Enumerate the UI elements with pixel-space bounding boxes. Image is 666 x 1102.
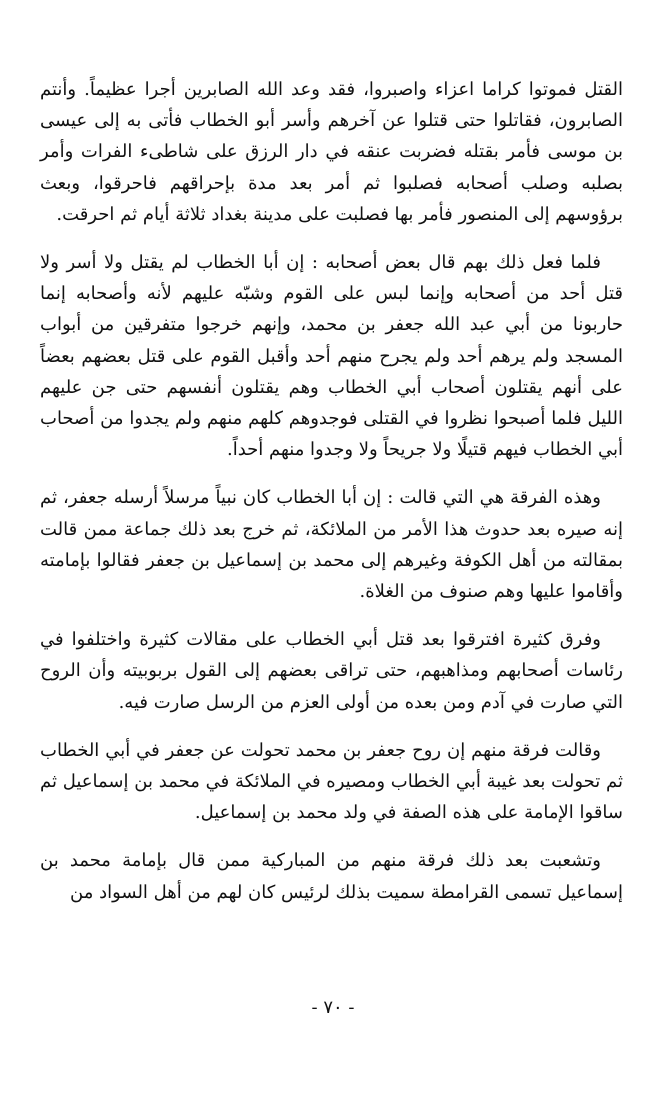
paragraph-6 [40,845,623,907]
paragraph-5-text: وقالت فرقة منهم إن روح جعفر بن محمد تحولت عن جعفر في أبي الخطاب ثم تحولت بعد غيبة أبي الخطاب ومصيره في الملائكة في محمد بن إسماعيل ثم ساقوا الإمامة على هذه الصفة في ولد محمد بن إسماعيل. [40,739,623,824]
page-body [40,74,623,908]
page-number: - ٧٠ - [311,997,355,1018]
paragraph-1-text: القتل فموتوا كراما اعزاء واصبروا، فقد وعد الله الصابرين أجرا عظيماً. وأنتم الصابرون، فقاتلوا حتى قتلوا عن آخرهم وأسر أبو الخطاب فأتى به إلى عيسى بن موسى فأمر بقتله فضربت عنقه في دار الرزق على شاطىء الفرات وأمر بصلبه وصلب أصحابه فصلبوا ثم أمر بعد مدة بإحراقهم فاحرقوا، وبعث برؤوسهم إلى المنصور فأمر بها فصلبت على مدينة بغداد ثلاثة أيام ثم احرقت. [40,79,623,225]
paragraph-4 [40,624,623,718]
paragraph-5 [40,735,623,829]
paragraph-1 [40,74,623,230]
paragraph-6-text: وتشعبت بعد ذلك فرقة منهم من المباركية ممن قال بإمامة محمد بن إسماعيل تسمى القرامطة سميت بذلك لرئيس كان لهم من أهل السواد من [40,850,623,903]
paragraph-4-text: وفرق كثيرة افترقوا بعد قتل أبي الخطاب على مقالات كثيرة واختلفوا في رئاسات أصحابهم ومذاهبهم، حتى تراقى بعضهم إلى القول بربوبيته وأن الروح التي صارت في آدم ومن بعده من أولى العزم من الرسل صارت فيه. [40,629,623,713]
paragraph-2 [40,247,623,465]
paragraph-3-text: وهذه الفرقة هي التي قالت : إن أبا الخطاب كان نبياً مرسلاً أرسله جعفر، ثم إنه صيره بعد حدوث هذا الأمر من الملائكة، ثم خرج بعد ذلك جماعة ممن قالت بمقالته من أهل الكوفة وغيرهم إلى محمد بن إسماعيل بن جعفر فقالوا بإمامته وأقاموا عليها وهم صنوف من الغلاة. [40,487,623,603]
paragraph-3 [40,482,623,607]
paragraph-2-text: فلما فعل ذلك بهم قال بعض أصحابه : إن أبا الخطاب لم يقتل ولا أسر ولا قتل أحد من أصحابه وإنما لبس على القوم وشبّه عليهم لأنه وأصحابه إنما حاربونا من أبي عبد الله جعفر بن محمد، وإنهم خرجوا متفرقين من أبواب المسجد ولم يرهم أحد ولم يجرح منهم أحد وأقبل القوم على قتل بعضهم بعضاً على أنهم يقتلون أصحاب أبي الخطاب وهم يقتلون أنفسهم حتى جن عليهم الليل فلما أصبحوا نظروا في القتلى فوجدوهم كلهم منهم ولم يجدوا من أصحاب أبي الخطاب فيهم قتيلًا ولا جريحاً ولا وجدوا منهم أحداً. [40,252,623,461]
